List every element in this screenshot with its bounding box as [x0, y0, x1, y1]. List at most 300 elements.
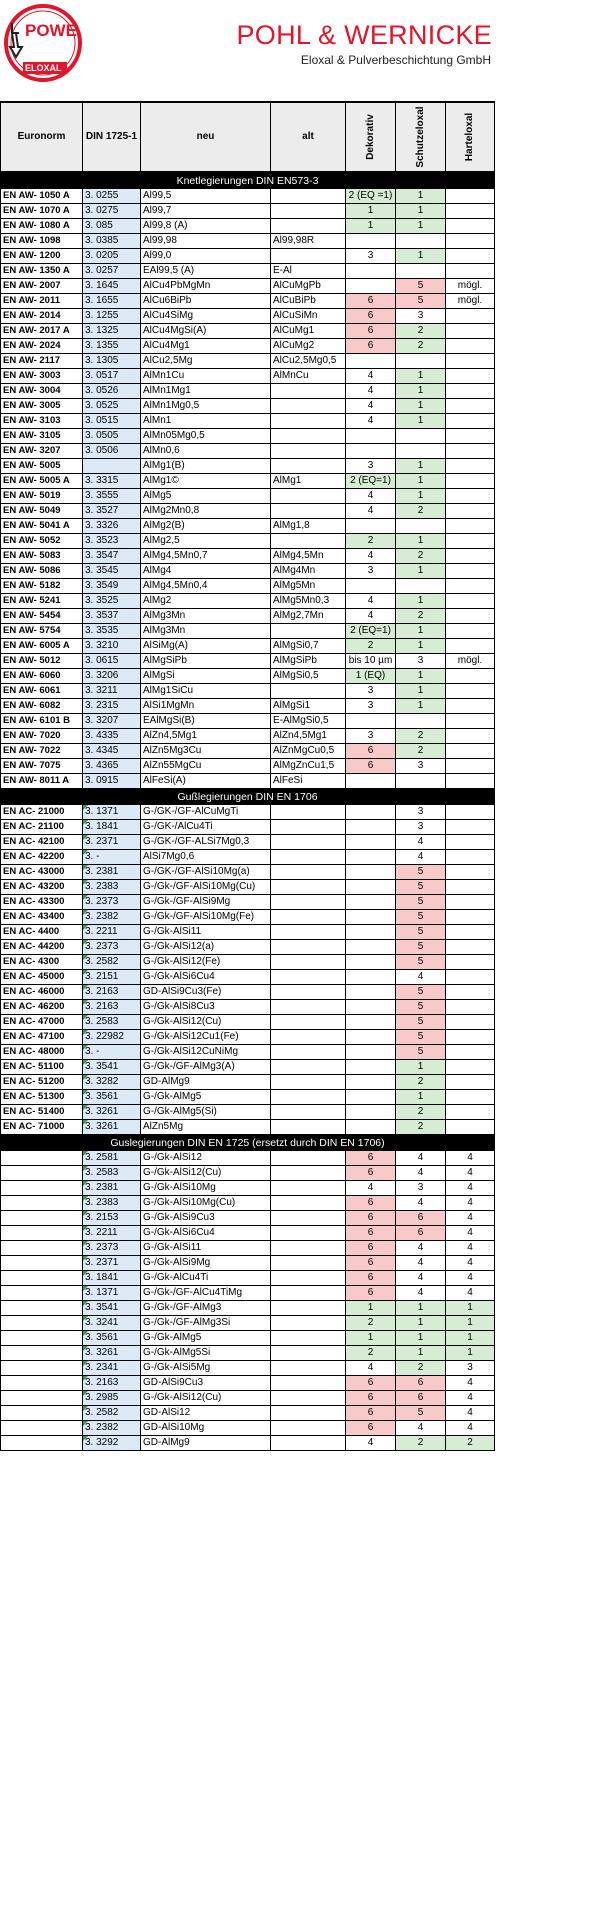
cell-alt — [271, 880, 346, 895]
cell-euronorm: EN AW- 7020 — [1, 729, 83, 744]
cell-harteloxal — [446, 805, 495, 820]
cell-dekorativ: 6 — [346, 309, 396, 324]
cell-schutzeloxal: 1 — [396, 474, 446, 489]
cell-harteloxal — [446, 759, 495, 774]
cell-neu: G-/Gk-AlSi6Cu4 — [141, 1226, 271, 1241]
table-row — [1, 925, 495, 940]
cell-alt: AlMg5Mn — [271, 579, 346, 594]
cell-din: 3. 3541 — [83, 1301, 141, 1316]
cell-neu: G-/Gk-AlMg5(Si) — [141, 1105, 271, 1120]
table-row — [1, 820, 495, 835]
cell-neu: G-/Gk-/GF-AlSi10Mg(Cu) — [141, 880, 271, 895]
header-neu: neu — [141, 102, 271, 172]
cell-alt — [271, 684, 346, 699]
cell-euronorm — [1, 1421, 83, 1436]
cell-euronorm: EN AW- 1200 — [1, 249, 83, 264]
cell-din: 3. 0615 — [83, 654, 141, 669]
cell-alt: AlMgSi1 — [271, 699, 346, 714]
table-header-row — [1, 102, 495, 172]
cell-neu: Al99,8 (A) — [141, 219, 271, 234]
cell-dekorativ — [346, 910, 396, 925]
cell-schutzeloxal: 3 — [396, 805, 446, 820]
cell-euronorm: EN AW- 3207 — [1, 444, 83, 459]
cell-harteloxal — [446, 1105, 495, 1120]
cell-dekorativ — [346, 970, 396, 985]
cell-euronorm: EN AW- 2024 — [1, 339, 83, 354]
table-row — [1, 774, 495, 789]
cell-euronorm: EN AC- 71000 — [1, 1120, 83, 1135]
alloy-table-container — [0, 101, 494, 1451]
cell-euronorm — [1, 1331, 83, 1346]
cell-dekorativ: 6 — [346, 1166, 396, 1181]
cell-neu: G-/Gk-AlSi12CuNiMg — [141, 1045, 271, 1060]
cell-din: 3. 3261 — [83, 1120, 141, 1135]
cell-din: 3. 3525 — [83, 594, 141, 609]
cell-alt — [271, 1361, 346, 1376]
cell-din: 3. 085 — [83, 219, 141, 234]
cell-schutzeloxal: 4 — [396, 1271, 446, 1286]
cell-din: 3. 2371 — [83, 835, 141, 850]
cell-din: 3. 2373 — [83, 940, 141, 955]
cell-din: 3. 2315 — [83, 699, 141, 714]
cell-alt: AlMg2,7Mn — [271, 609, 346, 624]
table-row — [1, 1376, 495, 1391]
cell-din: 3. 2373 — [83, 1241, 141, 1256]
cell-schutzeloxal: 1 — [396, 1346, 446, 1361]
cell-alt — [271, 1105, 346, 1120]
cell-din: 3. 3561 — [83, 1090, 141, 1105]
cell-alt — [271, 459, 346, 474]
cell-schutzeloxal: 1 — [396, 489, 446, 504]
cell-harteloxal: 2 — [446, 1436, 495, 1451]
cell-dekorativ — [346, 1105, 396, 1120]
cell-din: 3. 3527 — [83, 504, 141, 519]
cell-din: 3. 3210 — [83, 639, 141, 654]
cell-din: 3. 2163 — [83, 1376, 141, 1391]
cell-euronorm — [1, 1346, 83, 1361]
table-row — [1, 970, 495, 985]
cell-alt — [271, 1301, 346, 1316]
table-row — [1, 549, 495, 564]
cell-alt: AlMgSi0,5 — [271, 669, 346, 684]
cell-schutzeloxal: 5 — [396, 1000, 446, 1015]
cell-schutzeloxal: 1 — [396, 384, 446, 399]
cell-harteloxal: 4 — [446, 1421, 495, 1436]
cell-alt — [271, 1075, 346, 1090]
cell-schutzeloxal: 5 — [396, 925, 446, 940]
cell-schutzeloxal: 3 — [396, 759, 446, 774]
cell-neu: Al99,0 — [141, 249, 271, 264]
cell-alt — [271, 1271, 346, 1286]
cell-neu: G-/Gk-AlMg5Si — [141, 1346, 271, 1361]
cell-schutzeloxal: 2 — [396, 1361, 446, 1376]
cell-dekorativ — [346, 1120, 396, 1135]
cell-neu: AlMg4,5Mn0,7 — [141, 549, 271, 564]
cell-euronorm — [1, 1271, 83, 1286]
cell-harteloxal — [446, 1015, 495, 1030]
cell-euronorm: EN AC- 46200 — [1, 1000, 83, 1015]
table-row — [1, 1196, 495, 1211]
cell-schutzeloxal: 2 — [396, 339, 446, 354]
cell-din: 3. 2383 — [83, 880, 141, 895]
table-row — [1, 1105, 495, 1120]
cell-euronorm: EN AW- 3105 — [1, 429, 83, 444]
cell-euronorm: EN AC- 51400 — [1, 1105, 83, 1120]
cell-din: 3. 2211 — [83, 1226, 141, 1241]
table-row — [1, 985, 495, 1000]
cell-harteloxal — [446, 354, 495, 369]
cell-dekorativ: 1 (EQ) — [346, 669, 396, 684]
table-row — [1, 850, 495, 865]
cell-neu: AlMg2Mn0,8 — [141, 504, 271, 519]
cell-dekorativ — [346, 579, 396, 594]
cell-euronorm — [1, 1436, 83, 1451]
cell-schutzeloxal: 6 — [396, 1376, 446, 1391]
cell-alt — [271, 1241, 346, 1256]
cell-din: 3. 2163 — [83, 985, 141, 1000]
cell-alt — [271, 504, 346, 519]
cell-schutzeloxal: 1 — [396, 1331, 446, 1346]
cell-schutzeloxal: 1 — [396, 534, 446, 549]
cell-dekorativ — [346, 1045, 396, 1060]
cell-harteloxal — [446, 729, 495, 744]
cell-din: 3. 0257 — [83, 264, 141, 279]
table-row — [1, 1211, 495, 1226]
cell-dekorativ: 4 — [346, 504, 396, 519]
cell-neu: GD-AlSi12 — [141, 1406, 271, 1421]
cell-din: 3. 0515 — [83, 414, 141, 429]
cell-alt — [271, 1226, 346, 1241]
cell-neu: AlMg3Mn — [141, 624, 271, 639]
cell-harteloxal: 4 — [446, 1211, 495, 1226]
cell-dekorativ: 4 — [346, 1181, 396, 1196]
cell-harteloxal: 4 — [446, 1151, 495, 1166]
cell-dekorativ: 3 — [346, 699, 396, 714]
cell-harteloxal — [446, 324, 495, 339]
cell-schutzeloxal: 5 — [396, 955, 446, 970]
cell-neu: G-/Gk-AlSi12(Cu) — [141, 1391, 271, 1406]
cell-dekorativ — [346, 1090, 396, 1105]
cell-alt: AlMg4,5Mn — [271, 549, 346, 564]
cell-din: 3. 2583 — [83, 1015, 141, 1030]
cell-dekorativ: 6 — [346, 324, 396, 339]
cell-neu: G-/GK-/GF-AlSi10Mg(a) — [141, 865, 271, 880]
cell-dekorativ: 6 — [346, 1376, 396, 1391]
cell-euronorm: EN AC- 43300 — [1, 895, 83, 910]
cell-din: 3. 2985 — [83, 1391, 141, 1406]
cell-din: 3. 2371 — [83, 1256, 141, 1271]
table-row — [1, 504, 495, 519]
cell-dekorativ: 6 — [346, 1226, 396, 1241]
cell-schutzeloxal: 1 — [396, 699, 446, 714]
cell-din — [83, 459, 141, 474]
cell-harteloxal — [446, 459, 495, 474]
cell-harteloxal: 1 — [446, 1316, 495, 1331]
cell-neu: AlMg4,5Mn0,4 — [141, 579, 271, 594]
cell-schutzeloxal: 5 — [396, 865, 446, 880]
cell-alt — [271, 219, 346, 234]
cell-dekorativ: 2 — [346, 639, 396, 654]
table-row — [1, 294, 495, 309]
cell-harteloxal: 4 — [446, 1271, 495, 1286]
cell-neu: AlMg2(B) — [141, 519, 271, 534]
cell-schutzeloxal: 4 — [396, 1166, 446, 1181]
cell-din: 3. 1255 — [83, 309, 141, 324]
cell-alt: AlCuMg1 — [271, 324, 346, 339]
cell-schutzeloxal — [396, 519, 446, 534]
cell-dekorativ — [346, 925, 396, 940]
cell-neu: G-/Gk-AlSi12Cu1(Fe) — [141, 1030, 271, 1045]
cell-euronorm: EN AW- 5754 — [1, 624, 83, 639]
cell-din: 3. 2383 — [83, 1196, 141, 1211]
cell-euronorm: EN AC- 47000 — [1, 1015, 83, 1030]
cell-neu: G-/Gk-/GF-AlCu4TiMg — [141, 1286, 271, 1301]
cell-euronorm: EN AW- 3004 — [1, 384, 83, 399]
cell-harteloxal — [446, 504, 495, 519]
table-row — [1, 940, 495, 955]
cell-euronorm: EN AC- 44200 — [1, 940, 83, 955]
cell-schutzeloxal — [396, 774, 446, 789]
cell-neu: AlMn05Mg0,5 — [141, 429, 271, 444]
cell-din: 3. 1645 — [83, 279, 141, 294]
cell-schutzeloxal: 6 — [396, 1226, 446, 1241]
cell-alt: AlMnCu — [271, 369, 346, 384]
cell-harteloxal: 4 — [446, 1181, 495, 1196]
cell-neu: AlMg2,5 — [141, 534, 271, 549]
cell-din: 3. 2582 — [83, 1406, 141, 1421]
cell-euronorm: EN AC- 51100 — [1, 1060, 83, 1075]
cell-schutzeloxal: 4 — [396, 1256, 446, 1271]
header-alt: alt — [271, 102, 346, 172]
table-row — [1, 639, 495, 654]
cell-dekorativ — [346, 805, 396, 820]
cell-alt — [271, 955, 346, 970]
cell-din: 3. 1325 — [83, 324, 141, 339]
cell-din: 3. 2382 — [83, 1421, 141, 1436]
cell-dekorativ: 4 — [346, 414, 396, 429]
cell-din: 3. 4345 — [83, 744, 141, 759]
cell-schutzeloxal: 1 — [396, 1060, 446, 1075]
cell-din: 3. 0505 — [83, 429, 141, 444]
cell-harteloxal — [446, 219, 495, 234]
cell-din: 3. 0526 — [83, 384, 141, 399]
cell-euronorm: EN AC- 48000 — [1, 1045, 83, 1060]
cell-euronorm: EN AW- 5083 — [1, 549, 83, 564]
table-row — [1, 835, 495, 850]
cell-harteloxal — [446, 684, 495, 699]
cell-neu: EAlMgSi(B) — [141, 714, 271, 729]
cell-dekorativ — [346, 1075, 396, 1090]
cell-harteloxal — [446, 189, 495, 204]
cell-din: 3. 2151 — [83, 970, 141, 985]
table-row — [1, 1181, 495, 1196]
table-row — [1, 384, 495, 399]
cell-harteloxal — [446, 714, 495, 729]
cell-dekorativ: 6 — [346, 1391, 396, 1406]
cell-euronorm — [1, 1301, 83, 1316]
cell-neu: AlMn0,6 — [141, 444, 271, 459]
cell-dekorativ: 6 — [346, 294, 396, 309]
cell-dekorativ: bis 10 µm — [346, 654, 396, 669]
cell-harteloxal: 4 — [446, 1391, 495, 1406]
cell-dekorativ: 6 — [346, 1196, 396, 1211]
cell-neu: AlMgSi — [141, 669, 271, 684]
cell-alt: AlMg5Mn0,3 — [271, 594, 346, 609]
cell-schutzeloxal — [396, 444, 446, 459]
cell-alt: AlCuMgPb — [271, 279, 346, 294]
table-row — [1, 279, 495, 294]
cell-harteloxal — [446, 564, 495, 579]
cell-dekorativ — [346, 429, 396, 444]
cell-schutzeloxal — [396, 429, 446, 444]
table-row — [1, 1331, 495, 1346]
cell-euronorm: EN AC- 42200 — [1, 850, 83, 865]
cell-euronorm: EN AW- 5182 — [1, 579, 83, 594]
table-row — [1, 399, 495, 414]
cell-neu: AlMn1 — [141, 414, 271, 429]
cell-harteloxal — [446, 669, 495, 684]
cell-neu: G-/Gk-AlSi12(Fe) — [141, 955, 271, 970]
cell-alt — [271, 865, 346, 880]
cell-harteloxal — [446, 384, 495, 399]
table-row — [1, 474, 495, 489]
cell-euronorm: EN AC- 43200 — [1, 880, 83, 895]
cell-dekorativ — [346, 714, 396, 729]
cell-schutzeloxal: 1 — [396, 564, 446, 579]
cell-schutzeloxal: 4 — [396, 1241, 446, 1256]
table-row — [1, 1000, 495, 1015]
cell-dekorativ: 6 — [346, 1211, 396, 1226]
cell-euronorm: EN AC- 21000 — [1, 805, 83, 820]
cell-alt — [271, 1316, 346, 1331]
cell-harteloxal — [446, 309, 495, 324]
section-title: Guslegierungen DIN EN 1725 (ersetzt durch DIN EN 1706) — [1, 1135, 495, 1151]
table-row — [1, 579, 495, 594]
cell-euronorm: EN AW- 5086 — [1, 564, 83, 579]
cell-euronorm: EN AW- 1098 — [1, 234, 83, 249]
cell-neu: AlMg1© — [141, 474, 271, 489]
cell-din: 3. 3547 — [83, 549, 141, 564]
cell-dekorativ: 2 (EQ =1) — [346, 189, 396, 204]
header-euronorm: Euronorm — [1, 102, 83, 172]
cell-harteloxal — [446, 414, 495, 429]
cell-euronorm — [1, 1241, 83, 1256]
cell-neu: G-/Gk-AlSi10Mg — [141, 1181, 271, 1196]
cell-alt — [271, 805, 346, 820]
cell-din: 3. 22982 — [83, 1030, 141, 1045]
cell-euronorm: EN AC- 21100 — [1, 820, 83, 835]
table-row — [1, 1301, 495, 1316]
cell-euronorm — [1, 1316, 83, 1331]
cell-euronorm: EN AC- 42100 — [1, 835, 83, 850]
cell-euronorm: EN AW- 2017 A — [1, 324, 83, 339]
cell-alt: AlZn4,5Mg1 — [271, 729, 346, 744]
cell-alt — [271, 1346, 346, 1361]
cell-neu: G-/Gk-AlSi12(Cu) — [141, 1166, 271, 1181]
cell-schutzeloxal: 1 — [396, 189, 446, 204]
cell-harteloxal — [446, 1030, 495, 1045]
cell-alt — [271, 1286, 346, 1301]
cell-neu: EAl99,5 (A) — [141, 264, 271, 279]
cell-neu: G-/Gk-AlSi12(Cu) — [141, 1015, 271, 1030]
cell-euronorm: EN AW- 6061 — [1, 684, 83, 699]
cell-alt: AlCuBiPb — [271, 294, 346, 309]
cell-harteloxal: mögl. — [446, 294, 495, 309]
table-row — [1, 955, 495, 970]
cell-alt — [271, 1151, 346, 1166]
cell-schutzeloxal: 6 — [396, 1211, 446, 1226]
cell-neu: AlSiMg(A) — [141, 639, 271, 654]
cell-euronorm: EN AW- 1070 A — [1, 204, 83, 219]
cell-harteloxal — [446, 624, 495, 639]
cell-harteloxal — [446, 489, 495, 504]
cell-euronorm: EN AW- 2014 — [1, 309, 83, 324]
table-row — [1, 699, 495, 714]
cell-neu: AlMg2 — [141, 594, 271, 609]
cell-din: 3. 0915 — [83, 774, 141, 789]
cell-dekorativ — [346, 1030, 396, 1045]
cell-din: 3. 0385 — [83, 234, 141, 249]
cell-harteloxal — [446, 1090, 495, 1105]
table-row — [1, 1421, 495, 1436]
cell-alt — [271, 429, 346, 444]
cell-schutzeloxal: 1 — [396, 639, 446, 654]
table-row — [1, 219, 495, 234]
page-header — [0, 0, 496, 100]
cell-din: 3. 4335 — [83, 729, 141, 744]
cell-harteloxal — [446, 820, 495, 835]
cell-dekorativ: 3 — [346, 729, 396, 744]
table-row — [1, 264, 495, 279]
cell-euronorm: EN AC- 43000 — [1, 865, 83, 880]
cell-dekorativ: 3 — [346, 459, 396, 474]
cell-din: 3. 0506 — [83, 444, 141, 459]
cell-alt — [271, 985, 346, 1000]
cell-euronorm: EN AW- 1050 A — [1, 189, 83, 204]
cell-harteloxal — [446, 519, 495, 534]
cell-schutzeloxal: 5 — [396, 294, 446, 309]
cell-schutzeloxal: 2 — [396, 1105, 446, 1120]
cell-dekorativ — [346, 835, 396, 850]
cell-euronorm: EN AW- 3005 — [1, 399, 83, 414]
cell-neu: AlCu4PbMgMn — [141, 279, 271, 294]
cell-neu: GD-AlMg9 — [141, 1436, 271, 1451]
cell-neu: AlCu4SiMg — [141, 309, 271, 324]
cell-din: 3. 3261 — [83, 1105, 141, 1120]
table-row — [1, 1391, 495, 1406]
cell-harteloxal — [446, 940, 495, 955]
cell-dekorativ: 3 — [346, 249, 396, 264]
cell-neu: G-/Gk-AlSi10Mg(Cu) — [141, 1196, 271, 1211]
cell-schutzeloxal: 1 — [396, 624, 446, 639]
cell-euronorm: EN AC- 4300 — [1, 955, 83, 970]
cell-euronorm: EN AW- 6082 — [1, 699, 83, 714]
alloy-table — [0, 101, 495, 1451]
cell-euronorm: EN AW- 6101 B — [1, 714, 83, 729]
cell-dekorativ — [346, 880, 396, 895]
cell-dekorativ — [346, 774, 396, 789]
cell-din: 3. 3292 — [83, 1436, 141, 1451]
cell-dekorativ — [346, 895, 396, 910]
cell-din: 3. 3261 — [83, 1346, 141, 1361]
table-row — [1, 534, 495, 549]
cell-harteloxal — [446, 865, 495, 880]
cell-schutzeloxal: 3 — [396, 654, 446, 669]
cell-din: 3. 0205 — [83, 249, 141, 264]
table-row — [1, 1286, 495, 1301]
cell-dekorativ — [346, 850, 396, 865]
table-row — [1, 654, 495, 669]
